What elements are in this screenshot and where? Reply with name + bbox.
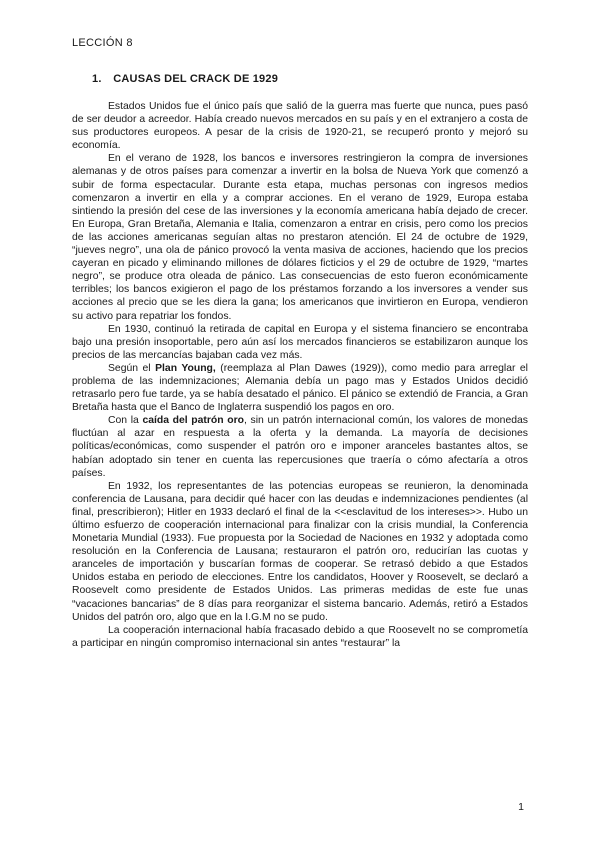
paragraph	[72, 414, 528, 479]
paragraph: En 1932, los representantes de las potencias europeas se reunieron, la denominada conferencia de Lausana, para decidir qué hacer con las deudas e indemnizaciones pendientes (al final, prescribieron); Hitler en 1933 declaró el final de la <<esclavitud de los intereses>>. Hubo un último esfuerzo de cooperación internacional para finalizar con la crisis mundial, la Conferencia Monetaria Mundial (1933). Fue propuesta por la Sociedad de Naciones en 1932 y adoptada como resolución en la Conferencia de Lausana; restauraron el patrón oro, reducirían las cuotas y aranceles de importación y buscarían formas de cooperar. Se retrasó debido a que Estados Unidos estaba en periodo de elecciones. Entre los candidatos, Hoover y Roosevelt, se declaró a Roosevelt como presidente de Estados Unidos. Las primeras medidas de este fue unas “vacaciones bancarias” de 8 días para reorganizar el sistema bancario. Además, retiró a Estados Unidos del patrón oro, algo que en la I.G.M no se pudo.	[72, 480, 528, 623]
paragraph: La cooperación internacional había fracasado debido a que Roosevelt no se comprometía a participar en ningún compromiso internacional sin antes “restaurar” la	[72, 624, 528, 649]
paragraph-text: Según el	[108, 362, 156, 374]
gold-standard-term: caída del patrón oro	[142, 415, 244, 427]
section-heading	[92, 73, 278, 85]
page-number: 1	[518, 801, 524, 813]
paragraph: Estados Unidos fue el único país que salió de la guerra mas fuerte que nunca, pues pasó de ser deudor a acreedor. Había creado nuevos mercados en su país y en el extranjero a costa de sus productores europeos. A pesar de la crisis de 1920-21, se recuperó pronto y mejoró su economía.	[72, 101, 528, 152]
paragraph	[72, 362, 528, 414]
lesson-header: LECCIÓN 8	[72, 37, 133, 49]
section-number: 1.	[92, 73, 102, 85]
paragraph-text: (reemplaza al Plan Dawes (1929)), como medio para arreglar el problema de las indemnizaciones; Alemania debía un pago mas y Estados Unidos decidió retrasarlo pero fue tarde, ya se había desatado el pánico. El pánico se extendió de Francia, a Gran Bretaña hasta que el Banco de Inglaterra suspendió los pagos en oro.	[72, 362, 528, 414]
paragraph: En el verano de 1928, los bancos e inversores restringieron la compra de inversiones alemanas y de otros países para comenzar a invertir en la bolsa de Nueva York que comenzó a subir de forma espectacular. Durante esta etapa, muchas personas con ingresos medios comenzaron a invertir en ella y a comprar acciones. En el verano de 1929, Europa estaba sintiendo la presión del cese de las inversiones y la economía americana había dejado de crecer. En Europa, Gran Bretaña, Alemania e Italia, comenzaron a entrar en crisis, pero como los precios de las acciones americanas seguían altas no prestaron atención. El 24 de octubre de 1929, “jueves negro”, una ola de pánico provocó la venta masiva de acciones, haciendo que los precios cayeran en picado y eliminando millones de dólares ficticios y el 29 de octubre de 1929, “martes negro”, se produce otra oleada de pánico. Las consecuencias de esto fueron económicamente terribles; los bancos exigieron el pago de los préstamos forzando a los inversores a vender sus acciones al precio que se les diera la gana; los americanos que invirtieron en Europa, vendieron su activo para repatriar los fondos.	[72, 153, 528, 322]
plan-young-term: Plan Young,	[155, 362, 216, 374]
paragraph-text: Con la	[108, 415, 143, 427]
document-body	[72, 100, 528, 650]
section-title: CAUSAS DEL CRACK DE 1929	[113, 73, 279, 85]
paragraph: En 1930, continuó la retirada de capital en Europa y el sistema financiero se encontraba bajo una presión insoportable, pero aún así los mercados financieros se estabilizaron aunque los precios de las mercancías bajaban cada vez más.	[72, 323, 528, 361]
paragraph-text: , sin un patrón internacional común, los valores de monedas fluctúan al azar en respuesta a la oferta y la demanda. La mayoría de decisiones políticas/económicas, como suspender el patrón oro e imponer aranceles bastantes altos, se habían adoptado sin tener en cuenta las repercusiones que traería o cómo afectaría a otros países.	[72, 415, 528, 479]
